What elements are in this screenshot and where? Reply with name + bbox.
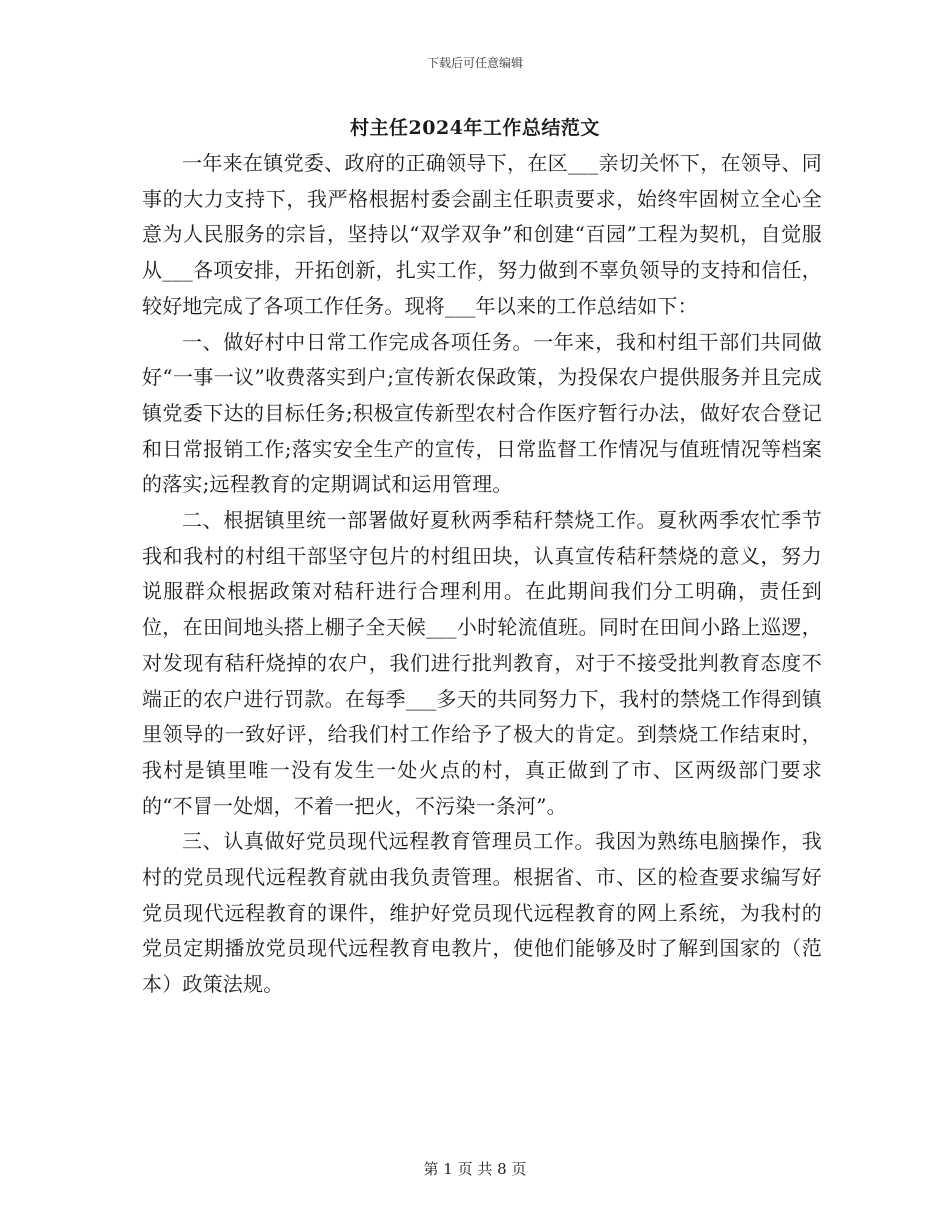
page-number: 第 1 页 共 8 页: [423, 1160, 527, 1178]
document-body: [142, 146, 822, 1003]
header-note: 下载后可任意编辑: [426, 56, 523, 70]
paragraph-intro: 一年来在镇党委、政府的正确领导下，在区___亲切关怀下，在领导、同事的大力支持下，我严格根据村委会副主任职责要求，始终牢固树立全心全意为人民服务的宗旨，坚持以“双学双争”和创建“百园”工程为契机，自觉服从___各项安排，开拓创新，扎实工作，努力做到不辜负领导的支持和信任，较好地完成了各项工作任务。现将___年以来的工作总结如下：: [142, 151, 822, 318]
paragraph-section-1: 一、做好村中日常工作完成各项任务。一年来，我和村组干部们共同做好“一事一议”收费落实到户;宣传新农保政策，为投保农户提供服务并且完成镇党委下达的目标任务;积极宣传新型农村合作医疗暂行办法，做好农合登记和日常报销工作;落实安全生产的宣传，日常监督工作情况与值班情况等档案的落实;远程教育的定期调试和运用管理。: [142, 329, 822, 497]
paragraph-section-2: 二、根据镇里统一部署做好夏秋两季秸秆禁烧工作。夏秋两季农忙季节我和我村的村组干部坚守包片的村组田块，认真宣传秸秆禁烧的意义，努力说服群众根据政策对秸秆进行合理利用。在此期间我们分工明确，责任到位，在田间地头搭上棚子全天候___小时轮流值班。同时在田间小路上巡逻，对发现有秸秆烧掉的农户，我们进行批判教育，对于不接受批判教育态度不端正的农户进行罚款。在每季___多天的共同努力下，我村的禁烧工作得到镇里领导的一致好评，给我们村工作给予了极大的肯定。到禁烧工作结束时，我村是镇里唯一没有发生一处火点的村，真正做到了市、区两级部门要求的“不冒一处烟，不着一把火，不污染一条河”。: [142, 508, 822, 818]
paragraph-section-3: 三、认真做好党员现代远程教育管理员工作。我因为熟练电脑操作，我村的党员现代远程教育就由我负责管理。根据省、市、区的检查要求编写好党员现代远程教育的课件，维护好党员现代远程教育的网上系统，为我村的党员定期播放党员现代远程教育电教片，使他们能够及时了解到国家的（范本）政策法规。: [142, 829, 822, 997]
document-title: 村主任2024年工作总结范文: [350, 117, 600, 139]
